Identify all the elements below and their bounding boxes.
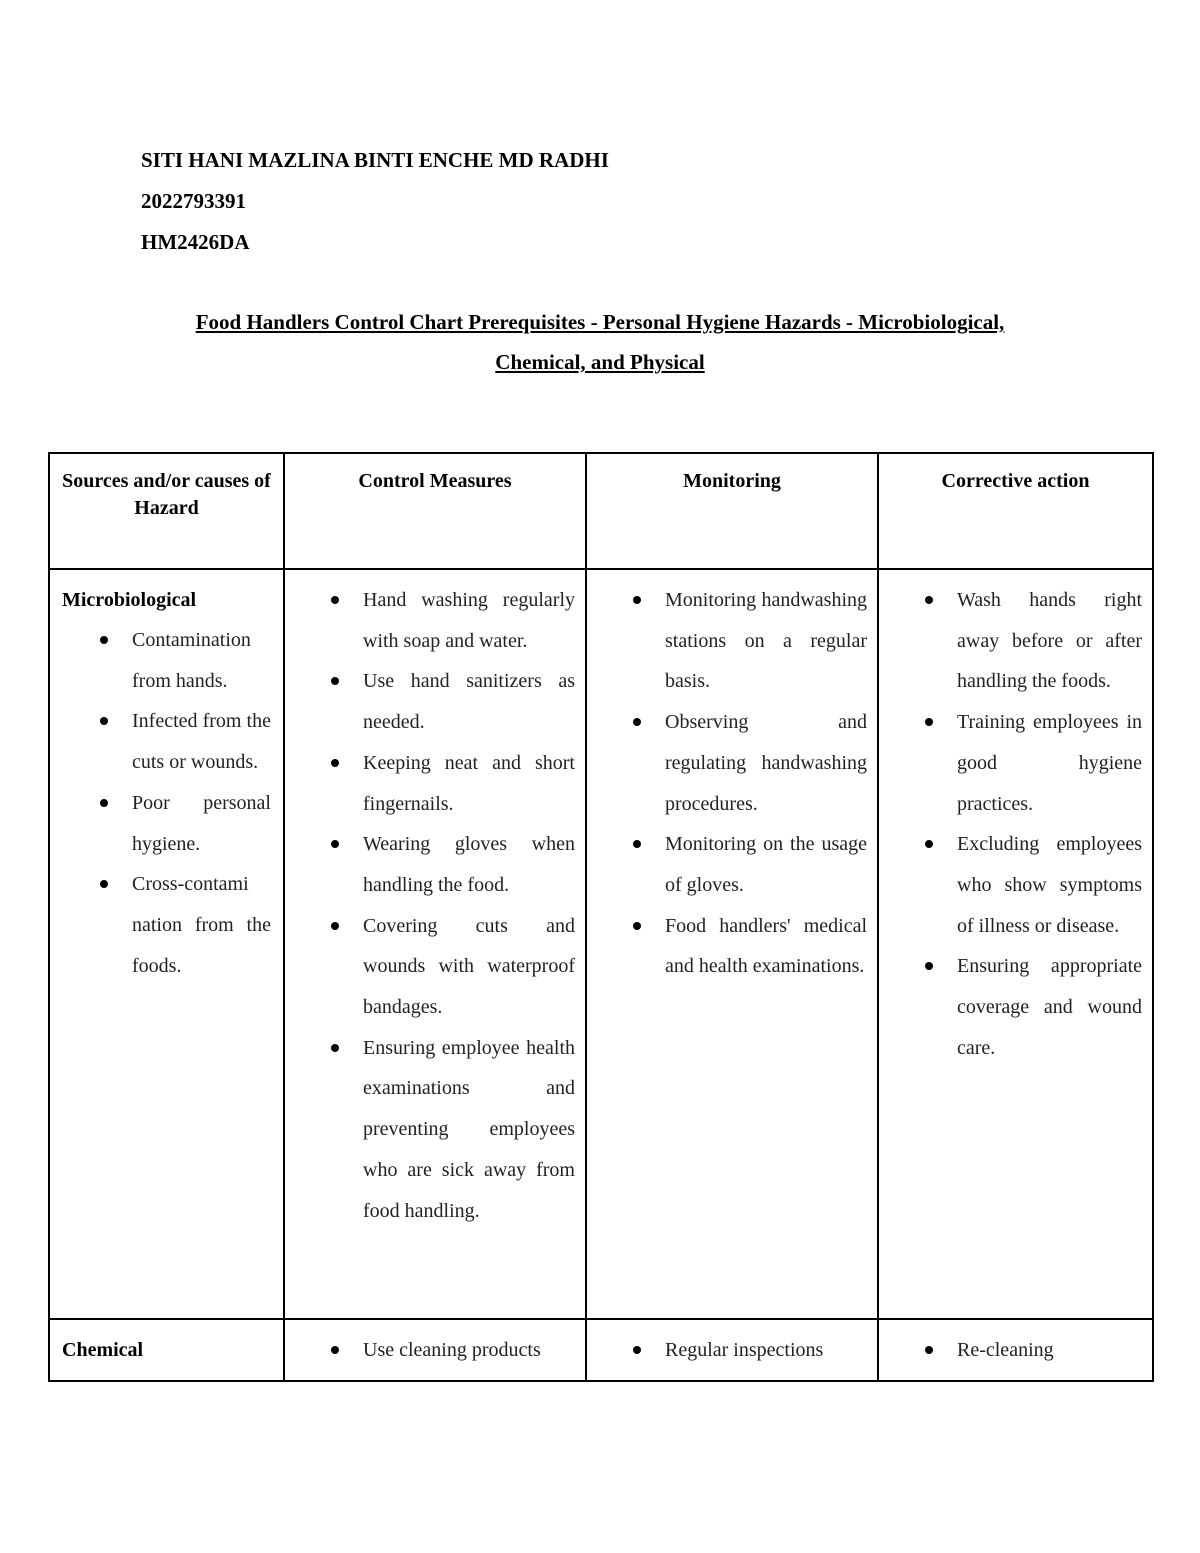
document-title: [100, 302, 1100, 382]
cell-monitoring-microbiological: [586, 569, 878, 1319]
list-item: Use cleaning products: [285, 1330, 585, 1371]
list-item: Monitoring on the usage of gloves.: [587, 824, 877, 905]
student-id: 2022793391: [141, 189, 246, 213]
list-item: Wash hands right away before or after handling the foods.: [879, 580, 1152, 702]
list-item: Re-cleaning: [879, 1330, 1152, 1371]
cell-corrective-action-microbiological: [878, 569, 1153, 1319]
title-line-1: Food Handlers Control Chart Prerequisites - Personal Hygiene Hazards - Microbiological,: [195, 310, 1005, 334]
list-item: Excluding employees who show symptoms of illness or disease.: [879, 824, 1152, 946]
monitoring-list: [587, 570, 877, 987]
list-item: Use hand sanitizers as needed.: [285, 661, 585, 742]
control-measures-list: [285, 570, 585, 1231]
cell-control-measures-microbiological: [284, 569, 586, 1319]
list-item: Cross-contami nation from the foods.: [50, 864, 283, 986]
list-item: Regular inspections: [587, 1330, 877, 1371]
cell-sources-microbiological: [49, 569, 284, 1319]
list-item: Wearing gloves when handling the food.: [285, 824, 585, 905]
class-code: HM2426DA: [141, 230, 250, 254]
list-item: Keeping neat and short fingernails.: [285, 743, 585, 824]
list-item: Infected from the cuts or wounds.: [50, 701, 283, 782]
cell-control-measures-chemical: [284, 1319, 586, 1381]
list-item: Food handlers' medical and health examinations.: [587, 906, 877, 987]
monitoring-list: [587, 1320, 877, 1371]
list-item: Ensuring appropriate coverage and wound care.: [879, 946, 1152, 1068]
title-line-2: Chemical, and Physical: [495, 350, 705, 374]
corrective-action-list: [879, 1320, 1152, 1371]
table-row-chemical: [49, 1319, 1153, 1381]
table-row-microbiological: [49, 569, 1153, 1319]
list-item: Contamination from hands.: [50, 620, 283, 701]
column-header-sources: Sources and/or causes of Hazard: [49, 453, 284, 569]
column-header-control-measures: Control Measures: [284, 453, 586, 569]
list-item: Poor personal hygiene.: [50, 783, 283, 864]
student-info: [141, 140, 609, 263]
cell-corrective-action-chemical: [878, 1319, 1153, 1381]
cell-sources-chemical: [49, 1319, 284, 1381]
list-item: Monitoring handwashing stations on a regular basis.: [587, 580, 877, 702]
table-header-row: [49, 453, 1153, 569]
column-header-monitoring: Monitoring: [586, 453, 878, 569]
sources-list: [50, 620, 283, 986]
control-chart-table: [48, 452, 1154, 1382]
list-item: Training employees in good hygiene practices.: [879, 702, 1152, 824]
list-item: Ensuring employee health examinations and preventing employees who are sick away from food handling.: [285, 1028, 585, 1232]
control-measures-list: [285, 1320, 585, 1371]
list-item: Covering cuts and wounds with waterproof bandages.: [285, 906, 585, 1028]
list-item: Hand washing regularly with soap and water.: [285, 580, 585, 661]
list-item: Observing and regulating handwashing procedures.: [587, 702, 877, 824]
category-label: Microbiological: [62, 589, 197, 611]
corrective-action-list: [879, 570, 1152, 1068]
student-name: SITI HANI MAZLINA BINTI ENCHE MD RADHI: [141, 148, 609, 172]
cell-monitoring-chemical: [586, 1319, 878, 1381]
column-header-corrective-action: Corrective action: [878, 453, 1153, 569]
category-label: Chemical: [62, 1339, 144, 1361]
